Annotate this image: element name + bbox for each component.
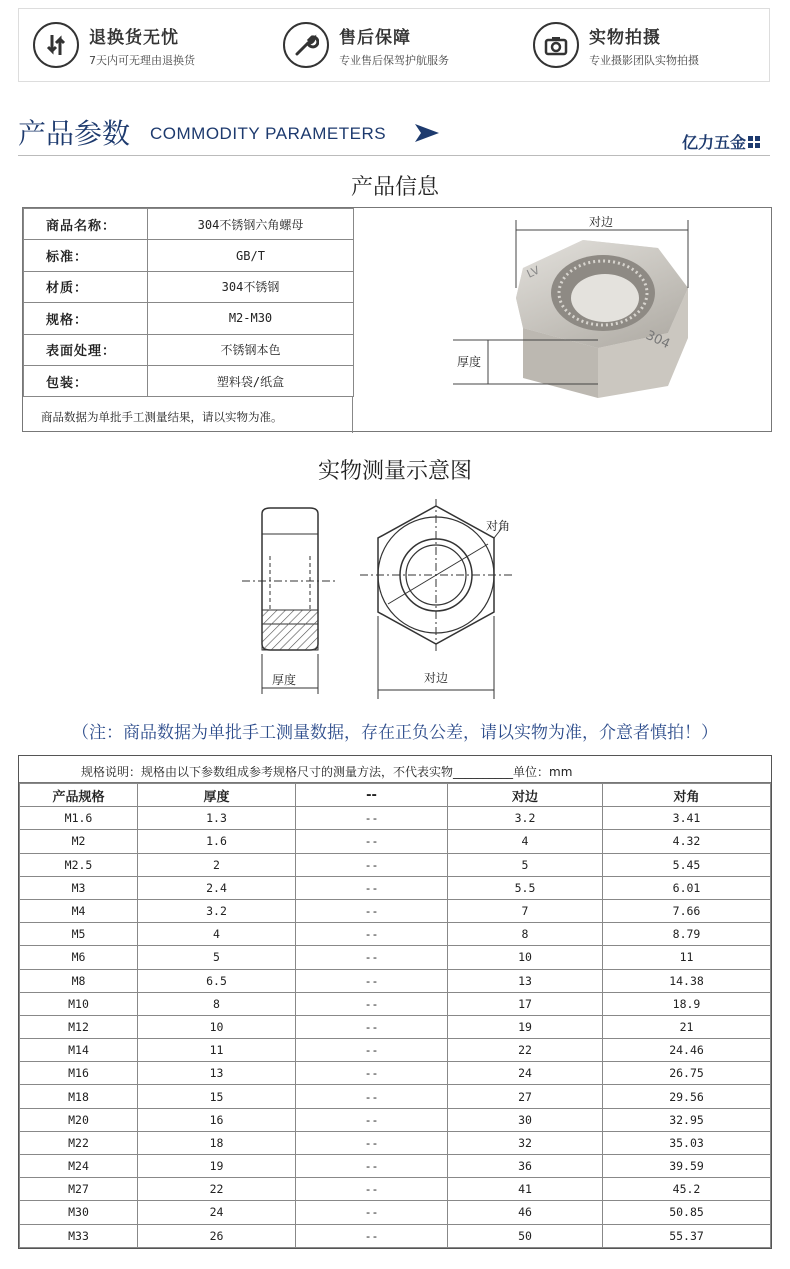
spec-cell: 8 [448, 923, 603, 946]
spec-row [20, 1085, 771, 1108]
brand-grid-icon [748, 136, 760, 148]
spec-cell: 3.2 [138, 899, 296, 922]
spec-cell: 45.2 [603, 1178, 771, 1201]
spec-cell: 29.56 [603, 1085, 771, 1108]
arrow-right-icon [415, 124, 439, 142]
product-info-table [23, 208, 354, 397]
measure-title: 实物测量示意图 [317, 459, 472, 484]
spec-cell: M2.5 [20, 853, 138, 876]
spec-cell: -- [296, 899, 448, 922]
spec-cell: M20 [20, 1108, 138, 1131]
info-key: 标准： [24, 240, 148, 271]
spec-cell: -- [296, 969, 448, 992]
spec-cell: 19 [138, 1155, 296, 1178]
info-value: M2-M30 [148, 303, 354, 334]
spec-cell: -- [296, 1039, 448, 1062]
spec-cell: -- [296, 1108, 448, 1131]
tolerance-notice: （注：商品数据为单批手工测量数据，存在正负公差，请以实物为准，介意者慎拍！） [72, 723, 718, 743]
spec-column-header: -- [296, 784, 448, 807]
info-value: 塑料袋/纸盒 [148, 365, 354, 396]
spec-cell: -- [296, 876, 448, 899]
spec-cell: 11 [138, 1039, 296, 1062]
spec-row [20, 1224, 771, 1247]
spec-cell: 36 [448, 1155, 603, 1178]
photo-label-flat: 对边 [589, 215, 614, 229]
info-row [24, 334, 354, 365]
info-note: 商品数据为单批手工测量结果，请以实物为准。 [23, 397, 353, 433]
spec-row [20, 946, 771, 969]
diagram-label-corner: 对角 [486, 519, 511, 533]
photo-label-thick: 厚度 [457, 355, 482, 369]
spec-cell: -- [296, 1062, 448, 1085]
return-arrows-icon [33, 22, 79, 68]
spec-row [20, 876, 771, 899]
camera-icon [533, 22, 579, 68]
info-title: 产品信息 [350, 175, 439, 200]
spec-cell: M33 [20, 1224, 138, 1247]
spec-cell: 22 [448, 1039, 603, 1062]
spec-cell: -- [296, 853, 448, 876]
spec-cell: 4 [448, 830, 603, 853]
spec-cell: 4 [138, 923, 296, 946]
wrench-icon [283, 22, 329, 68]
spec-cell: 55.37 [603, 1224, 771, 1247]
info-value: GB/T [148, 240, 354, 271]
info-key: 材质： [24, 271, 148, 302]
spec-row [20, 899, 771, 922]
promise-after-sales [269, 22, 519, 68]
spec-row [20, 1155, 771, 1178]
promise-returns [19, 22, 269, 68]
diagram-label-thick: 厚度 [272, 673, 297, 687]
spec-cell: 21 [603, 1015, 771, 1038]
spec-cell: 2 [138, 853, 296, 876]
info-key: 包装： [24, 365, 148, 396]
promise-subtitle: 7天内可无理由退换货 [89, 53, 195, 67]
diagram-label-flat: 对边 [424, 671, 449, 685]
spec-cell: M8 [20, 969, 138, 992]
info-key: 商品名称： [24, 209, 148, 240]
spec-row [20, 969, 771, 992]
spec-cell: M30 [20, 1201, 138, 1224]
spec-cell: M1.6 [20, 807, 138, 830]
info-row [24, 271, 354, 302]
spec-cell: M12 [20, 1015, 138, 1038]
spec-cell: 46 [448, 1201, 603, 1224]
spec-row [20, 830, 771, 853]
spec-cell: 26 [138, 1224, 296, 1247]
spec-cell: M5 [20, 923, 138, 946]
info-row [24, 365, 354, 396]
spec-cell: 41 [448, 1178, 603, 1201]
info-value: 304不锈钢 [148, 271, 354, 302]
spec-cell: M22 [20, 1131, 138, 1154]
spec-cell: 17 [448, 992, 603, 1015]
spec-cell: -- [296, 1085, 448, 1108]
spec-cell: 6.5 [138, 969, 296, 992]
spec-cell: -- [296, 807, 448, 830]
spec-cell: 8 [138, 992, 296, 1015]
spec-cell: 19 [448, 1015, 603, 1038]
spec-cell: M2 [20, 830, 138, 853]
info-row [24, 209, 354, 240]
spec-cell: 8.79 [603, 923, 771, 946]
spec-cell: 50 [448, 1224, 603, 1247]
spec-cell: 18.9 [603, 992, 771, 1015]
spec-cell: 24 [448, 1062, 603, 1085]
promise-title: 实物拍摄 [589, 27, 661, 48]
spec-cell: -- [296, 1015, 448, 1038]
spec-row [20, 1201, 771, 1224]
spec-cell: M10 [20, 992, 138, 1015]
spec-row [20, 1108, 771, 1131]
spec-cell: M4 [20, 899, 138, 922]
spec-row [20, 1062, 771, 1085]
spec-cell: 26.75 [603, 1062, 771, 1085]
spec-row [20, 923, 771, 946]
spec-cell: 18 [138, 1131, 296, 1154]
promise-subtitle: 专业摄影团队实物拍摄 [589, 53, 699, 67]
spec-cell: M18 [20, 1085, 138, 1108]
spec-cell: 2.4 [138, 876, 296, 899]
spec-header-row [20, 784, 771, 807]
info-key: 表面处理： [24, 334, 148, 365]
spec-column-header: 对角 [603, 784, 771, 807]
spec-cell: 50.85 [603, 1201, 771, 1224]
spec-row [20, 1178, 771, 1201]
spec-cell: 24 [138, 1201, 296, 1224]
info-row [24, 303, 354, 334]
spec-column-header: 对边 [448, 784, 603, 807]
spec-cell: 5 [448, 853, 603, 876]
spec-cell: -- [296, 1201, 448, 1224]
spec-cell: 13 [138, 1062, 296, 1085]
spec-cell: 5.45 [603, 853, 771, 876]
measurement-diagram [240, 494, 540, 706]
spec-cell: M14 [20, 1039, 138, 1062]
info-row [24, 240, 354, 271]
spec-cell: 24.46 [603, 1039, 771, 1062]
spec-cell: 5.5 [448, 876, 603, 899]
section-title-en: COMMODITY PARAMETERS [150, 124, 387, 143]
spec-cell: M24 [20, 1155, 138, 1178]
spec-cell: 13 [448, 969, 603, 992]
spec-header-note: 规格说明：规格由以下参数组成参考规格尺寸的测量方法，不代表实物__________单位：mm [19, 756, 771, 783]
promise-subtitle: 专业售后保驾护航服务 [339, 53, 449, 67]
spec-cell: 1.6 [138, 830, 296, 853]
spec-table-panel [18, 755, 772, 1249]
spec-cell: -- [296, 830, 448, 853]
spec-cell: 39.59 [603, 1155, 771, 1178]
spec-cell: 14.38 [603, 969, 771, 992]
info-value: 不锈钢本色 [148, 334, 354, 365]
nut-stamp-lv: LV [524, 263, 542, 281]
spec-row [20, 807, 771, 830]
brand-name: 亿力五金 [682, 130, 760, 153]
spec-cell: -- [296, 992, 448, 1015]
spec-cell: 3.41 [603, 807, 771, 830]
section-title-cn: 产品参数 [18, 117, 131, 150]
info-key: 规格： [24, 303, 148, 334]
spec-row [20, 992, 771, 1015]
spec-cell: -- [296, 1131, 448, 1154]
spec-cell: 3.2 [448, 807, 603, 830]
spec-cell: 6.01 [603, 876, 771, 899]
spec-cell: 5 [138, 946, 296, 969]
spec-column-header: 产品规格 [20, 784, 138, 807]
spec-cell: -- [296, 1178, 448, 1201]
spec-cell: -- [296, 1224, 448, 1247]
spec-cell: M27 [20, 1178, 138, 1201]
spec-cell: 15 [138, 1085, 296, 1108]
spec-cell: 32.95 [603, 1108, 771, 1131]
nut-stamp: 304 [643, 328, 673, 353]
spec-cell: M6 [20, 946, 138, 969]
spec-cell: 27 [448, 1085, 603, 1108]
spec-cell: 7.66 [603, 899, 771, 922]
spec-cell: 30 [448, 1108, 603, 1131]
promise-title: 售后保障 [339, 27, 411, 48]
spec-cell: -- [296, 1155, 448, 1178]
spec-cell: M3 [20, 876, 138, 899]
service-promise-bar [18, 8, 770, 82]
product-info-panel [22, 207, 772, 432]
spec-cell: 35.03 [603, 1131, 771, 1154]
spec-cell: 22 [138, 1178, 296, 1201]
spec-cell: 11 [603, 946, 771, 969]
spec-cell: M16 [20, 1062, 138, 1085]
spec-cell: 32 [448, 1131, 603, 1154]
spec-cell: -- [296, 923, 448, 946]
promise-title: 退换货无忧 [89, 27, 179, 48]
spec-cell: 7 [448, 899, 603, 922]
spec-row [20, 1015, 771, 1038]
spec-cell: 1.3 [138, 807, 296, 830]
promise-real-photos [519, 22, 769, 68]
spec-cell: 10 [138, 1015, 296, 1038]
spec-cell: 4.32 [603, 830, 771, 853]
spec-row [20, 853, 771, 876]
spec-cell: -- [296, 946, 448, 969]
spec-cell: 16 [138, 1108, 296, 1131]
spec-table [19, 783, 771, 1248]
section-header [18, 108, 770, 156]
spec-row [20, 1039, 771, 1062]
hex-nut-photo [353, 208, 771, 431]
info-value: 304不锈钢六角螺母 [148, 209, 354, 240]
spec-row [20, 1131, 771, 1154]
spec-cell: 10 [448, 946, 603, 969]
spec-column-header: 厚度 [138, 784, 296, 807]
